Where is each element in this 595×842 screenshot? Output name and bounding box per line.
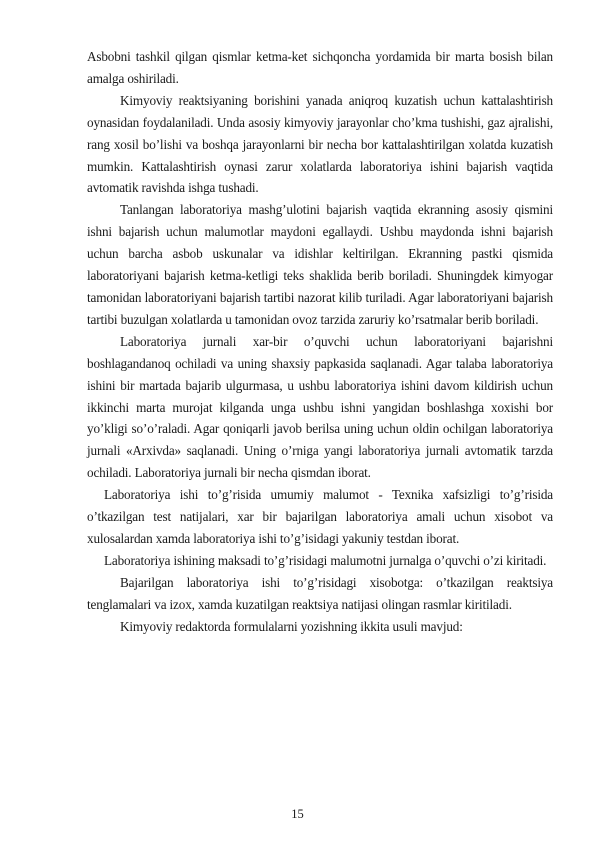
paragraph-1: Asbobni tashkil qilgan qismlar ketma-ket sichqoncha yordamida bir marta bosish bilan amalga oshiriladi. — [87, 49, 553, 86]
paragraph-6: Laboratoriya ishining maksadi to’g’risidagi malumotni jurnalga o’quvchi o’zi kiritadi. — [104, 552, 547, 568]
page-number: 15 — [291, 807, 304, 821]
paragraph-3: Tanlangan laboratoriya mashg’ulotini bajarish vaqtida ekranning asosiy qismini ishni bajarish uchun malumotlar maydoni egallaydi. Ushbu maydonda ishni bajarish uchun barcha asbob uskunalar va idishlar keltirilgan. Ekranning pastki qismida laboratoriyani bajarish ketma-ketligi teks shaklida berib boriladi. Shuningdek kimyogar tamonidan laboratoriyani bajarish tartibi nazorat kilib turiladi. Agar laboratoriyani bajarish tartibi buzulgan xolatlarda u tamonidan ovoz tarzida zaruriy ko’rsatmalar berib boriladi. — [87, 202, 553, 327]
paragraph-5: Laboratoriya ishi to’g’risida umumiy malumot - Texnika xafsizligi to’g’risida o’tkazilgan test natijalari, xar bir bajarilgan laboratoriya amali uchun xisobot va xulosalardan xamda laboratoriya ishi to’g’isidagi yakuniy testdan iborat. — [87, 487, 553, 546]
paragraph-4: Laboratoriya jurnali xar-bir o’quvchi uchun laboratoriyani bajarishni boshlagandanoq ochiladi va uning shaxsiy papkasida saqlanadi. Agar talaba laboratoriya ishini bir martada bajarib ulgurmasa, u ushbu laboratoriya ishini davom kildirish uchun ikkinchi marta murojat kilganda unga ushbu ishni yangidan boshlashga xoxishi bor yo’kligi so’o’raladi. Agar qoniqarli javob berilsa uning uchun oldin ochilgan laboratoriya jurnali «Arxivda» saqlanadi. Uning o’rniga yangi laboratoriya jurnali avtomatik tarzda ochiladi. Laboratoriya jurnali bir necha qismdan iborat. — [87, 333, 553, 481]
paragraph-7: Bajarilgan laboratoriya ishi to’g’risidagi xisobotga: o’tkazilgan reaktsiya tenglamalari va izox, xamda kuzatilgan reaktsiya natijasi olingan rasmlar kiritiladi. — [87, 574, 553, 612]
paragraph-8: Kimyoviy redaktorda formulalarni yozishning ikkita usuli mavjud: — [120, 618, 463, 634]
paragraph-2: Kimyoviy reaktsiyaning borishini yanada aniqroq kuzatish uchun kattalashtirish oynasidan foydalaniladi. Unda asosiy kimyoviy jarayonlar cho’kma tushishi, gaz ajralishi, rang xosil bo’lishi va boshqa jarayonlarni bir necha bor kattalashtirilgan xolatda kuzatish mumkin. Kattalashtirish oynasi zarur xolatlarda laboratoriya ishini bajarish vaqtida avtomatik ravishda ishga tushadi. — [87, 92, 553, 196]
document-body — [87, 46, 553, 637]
